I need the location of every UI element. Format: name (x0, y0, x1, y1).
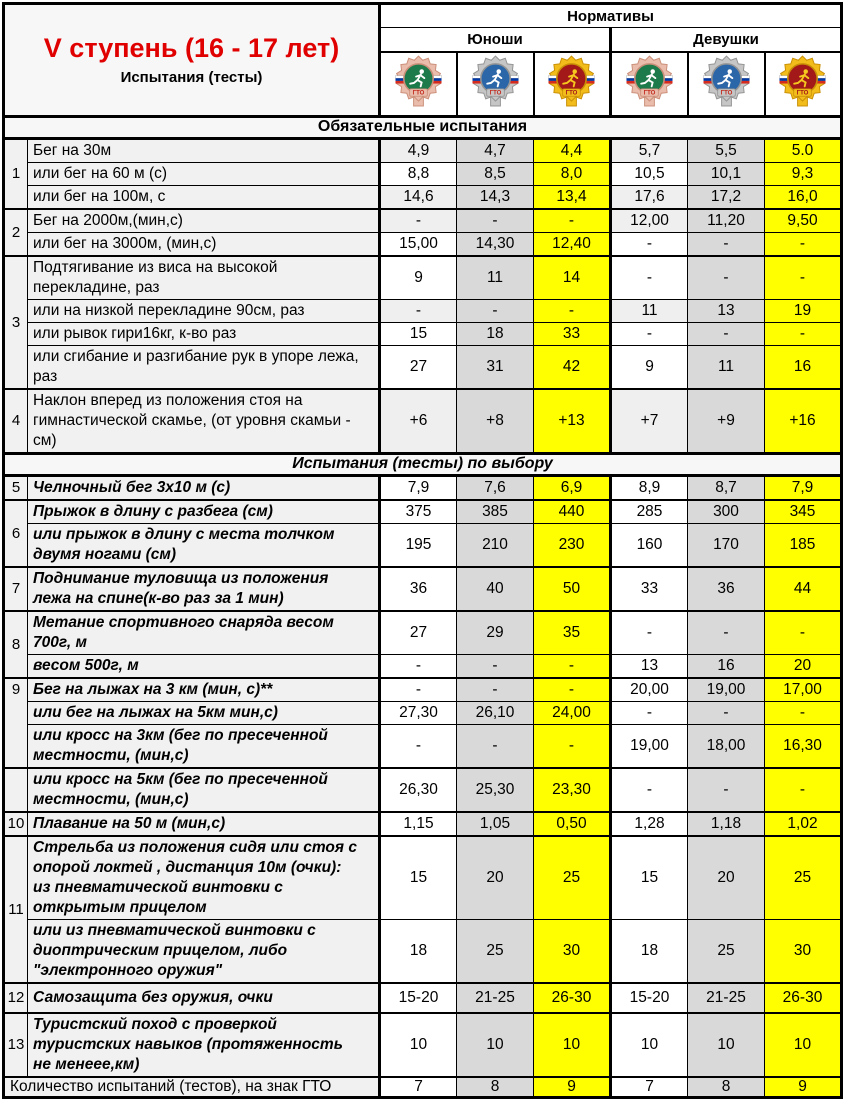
test-label: или из пневматической винтовки с диоптрическим прицелом, либо "электронного оружия" (28, 919, 380, 983)
value-cell: 11 (611, 299, 688, 322)
value-cell: - (457, 209, 534, 233)
value-cell: 8,5 (457, 162, 534, 185)
value-cell: 31 (457, 345, 534, 389)
value-cell: 230 (534, 523, 611, 567)
value-cell: 15 (380, 836, 457, 920)
test-label: или кросс на 3км (бег по пресеченной местности, (мин,с) (28, 724, 380, 768)
gold-gto-badge-icon (779, 53, 826, 110)
value-cell: 26-30 (534, 983, 611, 1013)
value-cell: - (380, 299, 457, 322)
value-cell: 11 (457, 256, 534, 300)
value-cell: - (765, 232, 842, 256)
value-cell: 7,9 (765, 475, 842, 500)
section-header: Обязательные испытания (4, 116, 842, 138)
svg-text:ГТО: ГТО (489, 90, 501, 97)
value-cell: - (457, 724, 534, 768)
value-cell: - (457, 299, 534, 322)
gto-norms-table (2, 2, 843, 1099)
value-cell: 10,5 (611, 162, 688, 185)
test-label: Стрельба из положения сидя или стоя с опорой локтей , дистанция 10м (очки): из пневматической винтовки с открытым прицелом (28, 836, 380, 920)
value-cell: 26,30 (380, 768, 457, 812)
value-cell: 15 (380, 322, 457, 345)
value-cell: 15-20 (611, 983, 688, 1013)
value-cell: - (534, 209, 611, 233)
value-cell: 5.0 (765, 138, 842, 162)
group-number: 6 (4, 500, 28, 567)
value-cell: - (765, 322, 842, 345)
silver-gto-badge-icon (703, 53, 750, 110)
value-cell: 14 (534, 256, 611, 300)
value-cell: 170 (688, 523, 765, 567)
value-cell: 9 (765, 1077, 842, 1098)
value-cell: 10 (765, 1013, 842, 1077)
value-cell: 8,7 (688, 475, 765, 500)
value-cell: 1,15 (380, 812, 457, 836)
value-cell: 14,30 (457, 232, 534, 256)
test-label: Прыжок в длину с разбега (см) (28, 500, 380, 524)
value-cell: 8 (688, 1077, 765, 1098)
test-label: или кросс на 5км (бег по пресеченной местности, (мин,с) (28, 768, 380, 812)
group-number: 11 (4, 836, 28, 983)
value-cell: - (534, 678, 611, 702)
value-cell: 4,4 (534, 138, 611, 162)
stage-title: V ступень (16 - 17 лет) (43, 32, 340, 63)
group-number: 12 (4, 983, 28, 1013)
value-cell: 8,9 (611, 475, 688, 500)
value-cell: 1,28 (611, 812, 688, 836)
test-label: Челночный бег 3х10 м (с) (28, 475, 380, 500)
group-number: 13 (4, 1013, 28, 1077)
value-cell: 7,6 (457, 475, 534, 500)
test-label: Бег на лыжах на 3 км (мин, с)** (28, 678, 380, 702)
badge-cell-boys-silver (457, 52, 534, 117)
gold-gto-badge-icon (548, 53, 595, 110)
value-cell: - (534, 724, 611, 768)
value-cell: - (688, 768, 765, 812)
value-cell: 16,0 (765, 185, 842, 209)
value-cell: 12,40 (534, 232, 611, 256)
value-cell: - (688, 322, 765, 345)
group-number (4, 768, 28, 812)
test-label: Плавание на 50 м (мин,с) (28, 812, 380, 836)
value-cell: 5,5 (688, 138, 765, 162)
test-label: Туристский поход с проверкой туристских навыков (протяженность не менеее,км) (28, 1013, 380, 1077)
value-cell: 23,30 (534, 768, 611, 812)
value-cell: 19,00 (688, 678, 765, 702)
value-cell: 25 (457, 919, 534, 983)
svg-text:ГТО: ГТО (720, 90, 732, 97)
value-cell: - (380, 654, 457, 678)
value-cell: 0,50 (534, 812, 611, 836)
tests-subtitle: Испытания (тесты) (120, 68, 263, 86)
stage-header-cell (4, 4, 380, 117)
value-cell: - (380, 678, 457, 702)
bronze-gto-badge-icon (395, 53, 442, 110)
value-cell: 30 (765, 919, 842, 983)
value-cell: 26,10 (457, 701, 534, 724)
value-cell: 375 (380, 500, 457, 524)
value-cell: 19,00 (611, 724, 688, 768)
value-cell: 42 (534, 345, 611, 389)
group-number: 8 (4, 611, 28, 678)
test-label: Подтягивание из виса на высокой перекладине, раз (28, 256, 380, 300)
value-cell: 33 (611, 567, 688, 611)
value-cell: 30 (534, 919, 611, 983)
badge-cell-girls-gold (765, 52, 842, 117)
test-label: Бег на 2000м,(мин,с) (28, 209, 380, 233)
test-label: Метание спортивного снаряда весом 700г, м (28, 611, 380, 655)
value-cell: 11 (688, 345, 765, 389)
value-cell: - (688, 232, 765, 256)
test-label: Поднимание туловища из положения лежа на спине(к-во раз за 1 мин) (28, 567, 380, 611)
value-cell: 10 (380, 1013, 457, 1077)
group-number: 9 (4, 678, 28, 768)
group-number: 2 (4, 209, 28, 256)
value-cell: - (380, 724, 457, 768)
value-cell: 29 (457, 611, 534, 655)
value-cell: - (688, 256, 765, 300)
footer-label: Количество испытаний (тестов), на знак ГТО (4, 1077, 380, 1098)
girls-header: Девушки (611, 28, 842, 52)
value-cell: 20 (457, 836, 534, 920)
value-cell: 25 (688, 919, 765, 983)
value-cell: - (765, 768, 842, 812)
value-cell: 21-25 (688, 983, 765, 1013)
badge-cell-boys-gold (534, 52, 611, 117)
value-cell: 10,1 (688, 162, 765, 185)
value-cell: 17,6 (611, 185, 688, 209)
value-cell: 17,2 (688, 185, 765, 209)
badge-cell-boys-bronze (380, 52, 457, 117)
value-cell: 27 (380, 611, 457, 655)
value-cell: 18 (611, 919, 688, 983)
value-cell: - (611, 322, 688, 345)
value-cell: 160 (611, 523, 688, 567)
value-cell: 16 (765, 345, 842, 389)
value-cell: 8,8 (380, 162, 457, 185)
value-cell: 4,7 (457, 138, 534, 162)
value-cell: 17,00 (765, 678, 842, 702)
value-cell: 18 (380, 919, 457, 983)
value-cell: +9 (688, 389, 765, 454)
normativy-header: Нормативы (380, 4, 842, 28)
silver-gto-badge-icon (472, 53, 519, 110)
group-number: 10 (4, 812, 28, 836)
svg-text:ГТО: ГТО (796, 90, 809, 97)
value-cell: 4,9 (380, 138, 457, 162)
value-cell: - (688, 701, 765, 724)
value-cell: - (611, 256, 688, 300)
boys-header: Юноши (380, 28, 611, 52)
value-cell: 36 (380, 567, 457, 611)
value-cell: 7,9 (380, 475, 457, 500)
value-cell: 26-30 (765, 983, 842, 1013)
value-cell: 18,00 (688, 724, 765, 768)
value-cell: 9,3 (765, 162, 842, 185)
value-cell: 300 (688, 500, 765, 524)
value-cell: 27,30 (380, 701, 457, 724)
value-cell: - (688, 611, 765, 655)
value-cell: 20 (765, 654, 842, 678)
svg-text:ГТО: ГТО (412, 90, 425, 97)
group-number: 3 (4, 256, 28, 389)
value-cell: - (611, 768, 688, 812)
value-cell: 8,0 (534, 162, 611, 185)
value-cell: 185 (765, 523, 842, 567)
value-cell: 14,3 (457, 185, 534, 209)
test-label: или бег на лыжах на 5км мин,с) (28, 701, 380, 724)
value-cell: 440 (534, 500, 611, 524)
value-cell: +8 (457, 389, 534, 454)
value-cell: - (534, 299, 611, 322)
value-cell: - (457, 678, 534, 702)
value-cell: 36 (688, 567, 765, 611)
value-cell: - (457, 654, 534, 678)
value-cell: 13,4 (534, 185, 611, 209)
value-cell: 16 (688, 654, 765, 678)
value-cell: 15,00 (380, 232, 457, 256)
value-cell: 385 (457, 500, 534, 524)
value-cell: 9 (611, 345, 688, 389)
value-cell: - (765, 701, 842, 724)
value-cell: 15 (611, 836, 688, 920)
value-cell: 1,05 (457, 812, 534, 836)
value-cell: 40 (457, 567, 534, 611)
group-number: 5 (4, 475, 28, 500)
value-cell: 18 (457, 322, 534, 345)
value-cell: +7 (611, 389, 688, 454)
test-label: или бег на 60 м (с) (28, 162, 380, 185)
value-cell: 9 (380, 256, 457, 300)
value-cell: - (534, 654, 611, 678)
test-label: весом 500г, м (28, 654, 380, 678)
test-label: Наклон вперед из положения стоя на гимнастической скамье, (от уровня скамьи - см) (28, 389, 380, 454)
value-cell: 8 (457, 1077, 534, 1098)
test-label: или сгибание и разгибание рук в упоре лежа, раз (28, 345, 380, 389)
svg-text:ГТО: ГТО (565, 90, 578, 97)
value-cell: 10 (688, 1013, 765, 1077)
value-cell: - (611, 611, 688, 655)
group-number: 1 (4, 138, 28, 209)
test-label: или на низкой перекладине 90см, раз (28, 299, 380, 322)
value-cell: 13 (611, 654, 688, 678)
value-cell: 15-20 (380, 983, 457, 1013)
test-label: или рывок гири16кг, к-во раз (28, 322, 380, 345)
value-cell: 10 (611, 1013, 688, 1077)
value-cell: 50 (534, 567, 611, 611)
value-cell: 1,02 (765, 812, 842, 836)
test-label: или прыжок в длину с места толчком двумя ногами (см) (28, 523, 380, 567)
value-cell: 25,30 (457, 768, 534, 812)
value-cell: 285 (611, 500, 688, 524)
value-cell: - (765, 256, 842, 300)
value-cell: 345 (765, 500, 842, 524)
group-number: 4 (4, 389, 28, 454)
value-cell: 9 (534, 1077, 611, 1098)
value-cell: 12,00 (611, 209, 688, 233)
value-cell: 195 (380, 523, 457, 567)
value-cell: 33 (534, 322, 611, 345)
test-label: или бег на 100м, с (28, 185, 380, 209)
svg-text:ГТО: ГТО (643, 90, 656, 97)
value-cell: 7 (611, 1077, 688, 1098)
group-number: 7 (4, 567, 28, 611)
value-cell: 25 (765, 836, 842, 920)
value-cell: 14,6 (380, 185, 457, 209)
value-cell: 210 (457, 523, 534, 567)
value-cell: 11,20 (688, 209, 765, 233)
value-cell: 10 (534, 1013, 611, 1077)
value-cell: 10 (457, 1013, 534, 1077)
value-cell: 24,00 (534, 701, 611, 724)
value-cell: +6 (380, 389, 457, 454)
section-header: Испытания (тесты) по выбору (4, 453, 842, 475)
value-cell: 25 (534, 836, 611, 920)
value-cell: - (380, 209, 457, 233)
value-cell: 19 (765, 299, 842, 322)
value-cell: 21-25 (457, 983, 534, 1013)
value-cell: 16,30 (765, 724, 842, 768)
value-cell: 44 (765, 567, 842, 611)
badge-cell-girls-bronze (611, 52, 688, 117)
value-cell: 9,50 (765, 209, 842, 233)
value-cell: 20 (688, 836, 765, 920)
value-cell: 7 (380, 1077, 457, 1098)
value-cell: 6,9 (534, 475, 611, 500)
value-cell: 5,7 (611, 138, 688, 162)
value-cell: 35 (534, 611, 611, 655)
value-cell: 1,18 (688, 812, 765, 836)
test-label: Бег на 30м (28, 138, 380, 162)
value-cell: +16 (765, 389, 842, 454)
value-cell: - (765, 611, 842, 655)
badge-cell-girls-silver (688, 52, 765, 117)
value-cell: 27 (380, 345, 457, 389)
value-cell: +13 (534, 389, 611, 454)
value-cell: 20,00 (611, 678, 688, 702)
value-cell: 13 (688, 299, 765, 322)
test-label: или бег на 3000м, (мин,с) (28, 232, 380, 256)
test-label: Самозащита без оружия, очки (28, 983, 380, 1013)
value-cell: - (611, 701, 688, 724)
value-cell: - (611, 232, 688, 256)
bronze-gto-badge-icon (626, 53, 673, 110)
